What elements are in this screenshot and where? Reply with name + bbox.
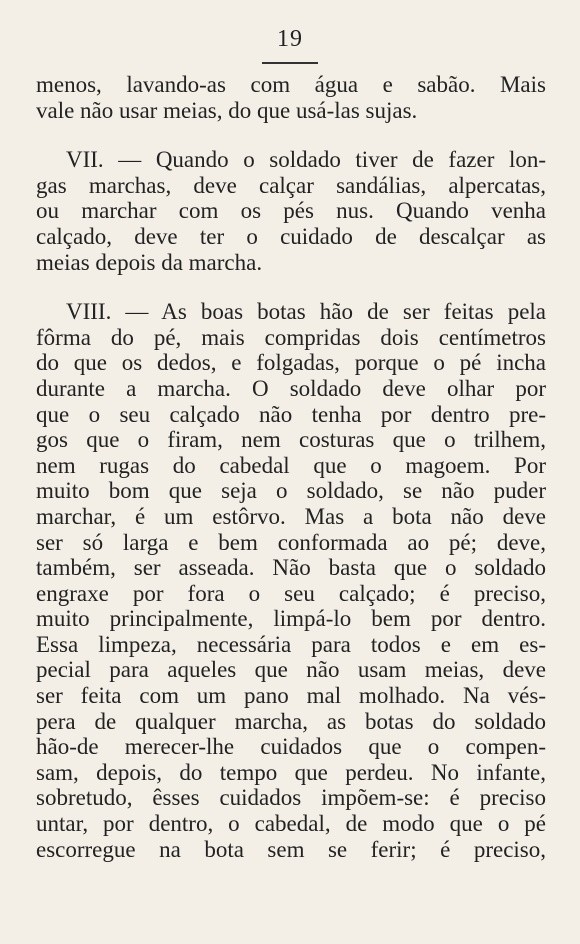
text-line: VII. — Quando o soldado tiver de fazer lon-	[66, 147, 546, 173]
paragraph	[36, 147, 546, 275]
text-line: marchar, é um estôrvo. Mas a bota não deve	[36, 503, 546, 529]
text-line: também, ser asseada. Não basta que o soldado	[36, 555, 546, 581]
text-line: gas marchas, deve calçar sandálias, alpercatas,	[36, 172, 546, 198]
text-line: vale não usar meias, do que usá-las sujas.	[36, 97, 418, 123]
page-number-rule	[262, 62, 318, 64]
text-line: calçado, deve ter o cuidado de descalçar as	[36, 223, 546, 249]
text-line: meias depois da marcha.	[36, 249, 263, 275]
text-line: menos, lavando-as com água e sabão. Mais	[36, 72, 546, 97]
text-line: Essa limpeza, necessária para todos e em es-	[36, 631, 546, 657]
text-line: do que os dedos, e folgadas, porque o pé incha	[36, 350, 546, 376]
text-line: escorregue na bota sem se ferir; é preciso,	[36, 836, 546, 862]
text-line: gos que o firam, nem costuras que o trilhem,	[36, 427, 546, 453]
paragraph	[36, 72, 546, 123]
paragraph	[36, 299, 546, 862]
page-number: 19	[277, 26, 303, 52]
text-line: ser só larga e bem conformada ao pé; deve,	[36, 529, 546, 555]
text-line: que o seu calçado não tenha por dentro pre-	[36, 401, 546, 427]
text-line: hão-de merecer-lhe cuidados que o compen-	[36, 734, 546, 760]
text-line: untar, por dentro, o cabedal, de modo que o pé	[36, 811, 546, 837]
text-line: engraxe por fora o seu calçado; é preciso,	[36, 580, 546, 606]
text-line: sobretudo, êsses cuidados impõem-se: é preciso	[36, 785, 546, 811]
text-line: ser feita com um pano mal molhado. Na vés-	[36, 683, 546, 709]
text-line: muito bom que seja o soldado, se não puder	[36, 478, 546, 504]
text-line: nem rugas do cabedal que o magoem. Por	[36, 452, 546, 478]
text-line: pecial para aqueles que não usam meias, deve	[36, 657, 546, 683]
text-line: fôrma do pé, mais compridas dois centímetros	[36, 324, 546, 350]
text-line: VIII. — As boas botas hão de ser feitas pela	[66, 299, 546, 325]
text-line: durante a marcha. O soldado deve olhar por	[36, 375, 546, 401]
text-line: ou marchar com os pés nus. Quando venha	[36, 198, 546, 224]
text-line: muito principalmente, limpá-lo bem por dentro.	[36, 606, 546, 632]
body-text	[36, 72, 546, 862]
text-line: pera de qualquer marcha, as botas do soldado	[36, 708, 546, 734]
text-line: sam, depois, do tempo que perdeu. No infante,	[36, 759, 546, 785]
